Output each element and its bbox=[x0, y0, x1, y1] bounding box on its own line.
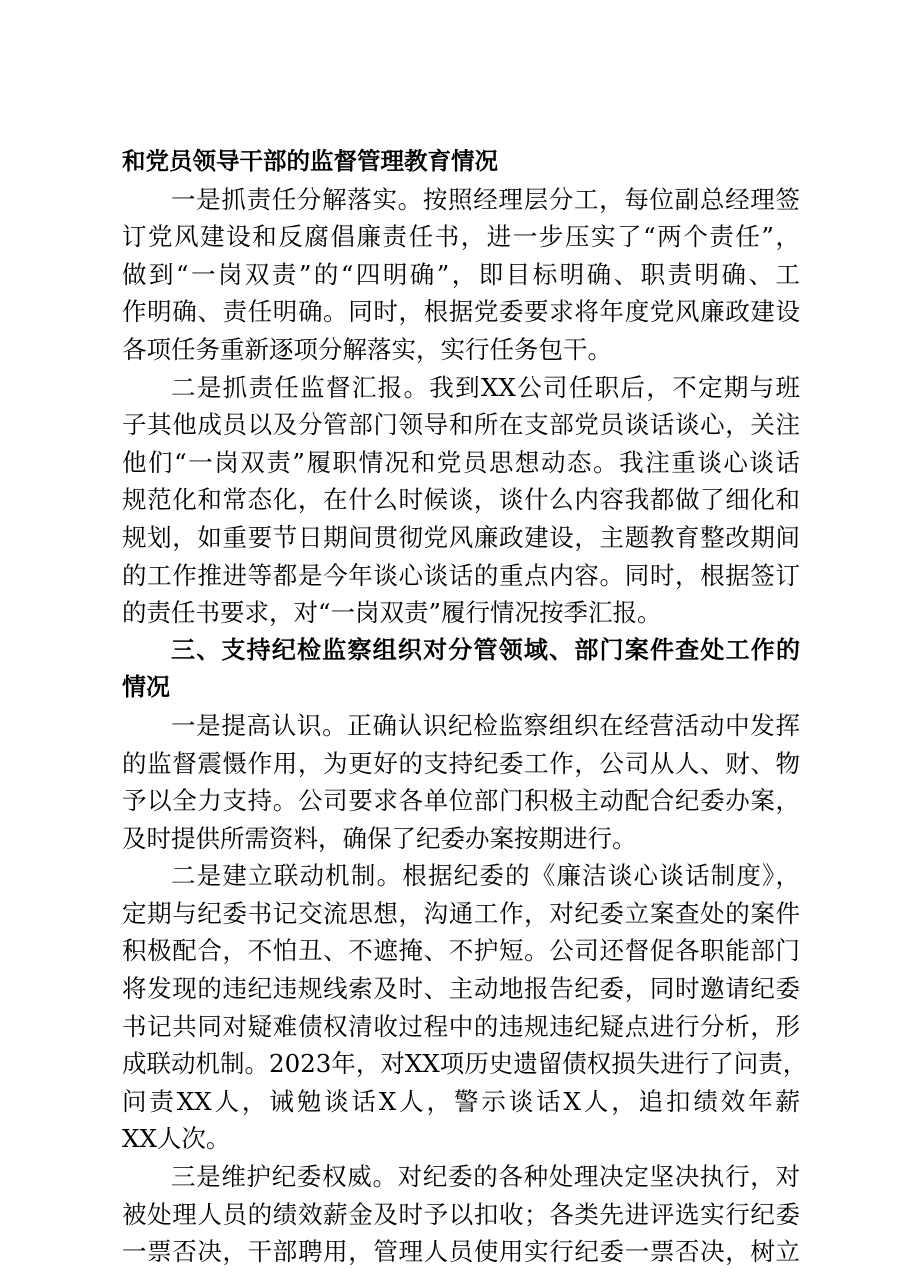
paragraph-line: 作明确、责任明确。同时，根据党委要求将年度党风廉政建设 bbox=[122, 297, 800, 327]
paragraph-line: 书记共同对疑难债权清收过程中的违规违纪疑点进行分析，形 bbox=[122, 1011, 800, 1041]
section-heading: 情况 bbox=[122, 673, 170, 702]
document-body bbox=[122, 143, 808, 1271]
paragraph-line: 规划，如重要节日期间贯彻党风廉政建设，主题教育整改期间 bbox=[122, 522, 800, 552]
section-heading-continuation: 和党员领导干部的监督管理教育情况 bbox=[122, 147, 498, 175]
paragraph-line: 积极配合，不怕丑、不遮掩、不护短。公司还督促各职能部门 bbox=[122, 936, 800, 966]
paragraph-line: 子其他成员以及分管部门领导和所在支部党员谈话谈心，关注 bbox=[122, 410, 800, 440]
paragraph-line: 的工作推进等都是今年谈心谈话的重点内容。同时，根据签订 bbox=[122, 560, 800, 590]
paragraph-line: 问责XX人，诫勉谈话X人，警示谈话X人，追扣绩效年薪 bbox=[122, 1086, 800, 1116]
paragraph-line: 被处理人员的绩效薪金及时予以扣收；各类先进评选实行纪委 bbox=[122, 1199, 800, 1229]
paragraph-line: 的责任书要求，对“一岗双责”履行情况按季汇报。 bbox=[122, 598, 662, 628]
paragraph-line: 三是维护纪委权威。对纪委的各种处理决定坚决执行，对 bbox=[171, 1162, 800, 1192]
section-heading: 三、支持纪检监察组织对分管领域、部门案件查处工作的 bbox=[171, 635, 800, 664]
paragraph-line: 做到“一岗双责”的“四明确”，即目标明确、职责明确、工 bbox=[122, 259, 800, 289]
paragraph-line: 予以全力支持。公司要求各单位部门积极主动配合纪委办案， bbox=[122, 786, 800, 816]
paragraph-line: 成联动机制。2023年，对XX项历史遗留债权损失进行了问责， bbox=[122, 1049, 808, 1079]
paragraph-line: 二是抓责任监督汇报。我到XX公司任职后，不定期与班 bbox=[171, 372, 800, 402]
paragraph-line: 定期与纪委书记交流思想，沟通工作，对纪委立案查处的案件 bbox=[122, 898, 800, 928]
paragraph-line: 一是抓责任分解落实。按照经理层分工，每位副总经理签 bbox=[171, 184, 800, 214]
paragraph-line: 订党风建设和反腐倡廉责任书，进一步压实了“两个责任”， bbox=[122, 222, 800, 252]
paragraph-line: 及时提供所需资料，确保了纪委办案按期进行。 bbox=[122, 823, 637, 853]
paragraph-line: XX人次。 bbox=[122, 1124, 231, 1154]
paragraph-line: 他们“一岗双责”履职情况和党员思想动态。我注重谈心谈话 bbox=[122, 447, 800, 477]
paragraph-line: 一是提高认识。正确认识纪检监察组织在经营活动中发挥 bbox=[171, 710, 800, 740]
paragraph-line: 一票否决，干部聘用，管理人员使用实行纪委一票否决，树立 bbox=[122, 1237, 800, 1267]
paragraph-line: 将发现的违纪违规线索及时、主动地报告纪委，同时邀请纪委 bbox=[122, 974, 800, 1004]
paragraph-line: 的监督震慑作用，为更好的支持纪委工作，公司从人、财、物 bbox=[122, 748, 800, 778]
paragraph-line: 二是建立联动机制。根据纪委的《廉洁谈心谈话制度》， bbox=[171, 861, 800, 891]
paragraph-line: 各项任务重新逐项分解落实，实行任务包干。 bbox=[122, 334, 612, 364]
paragraph-line: 规范化和常态化，在什么时候谈，谈什么内容我都做了细化和 bbox=[122, 485, 800, 515]
